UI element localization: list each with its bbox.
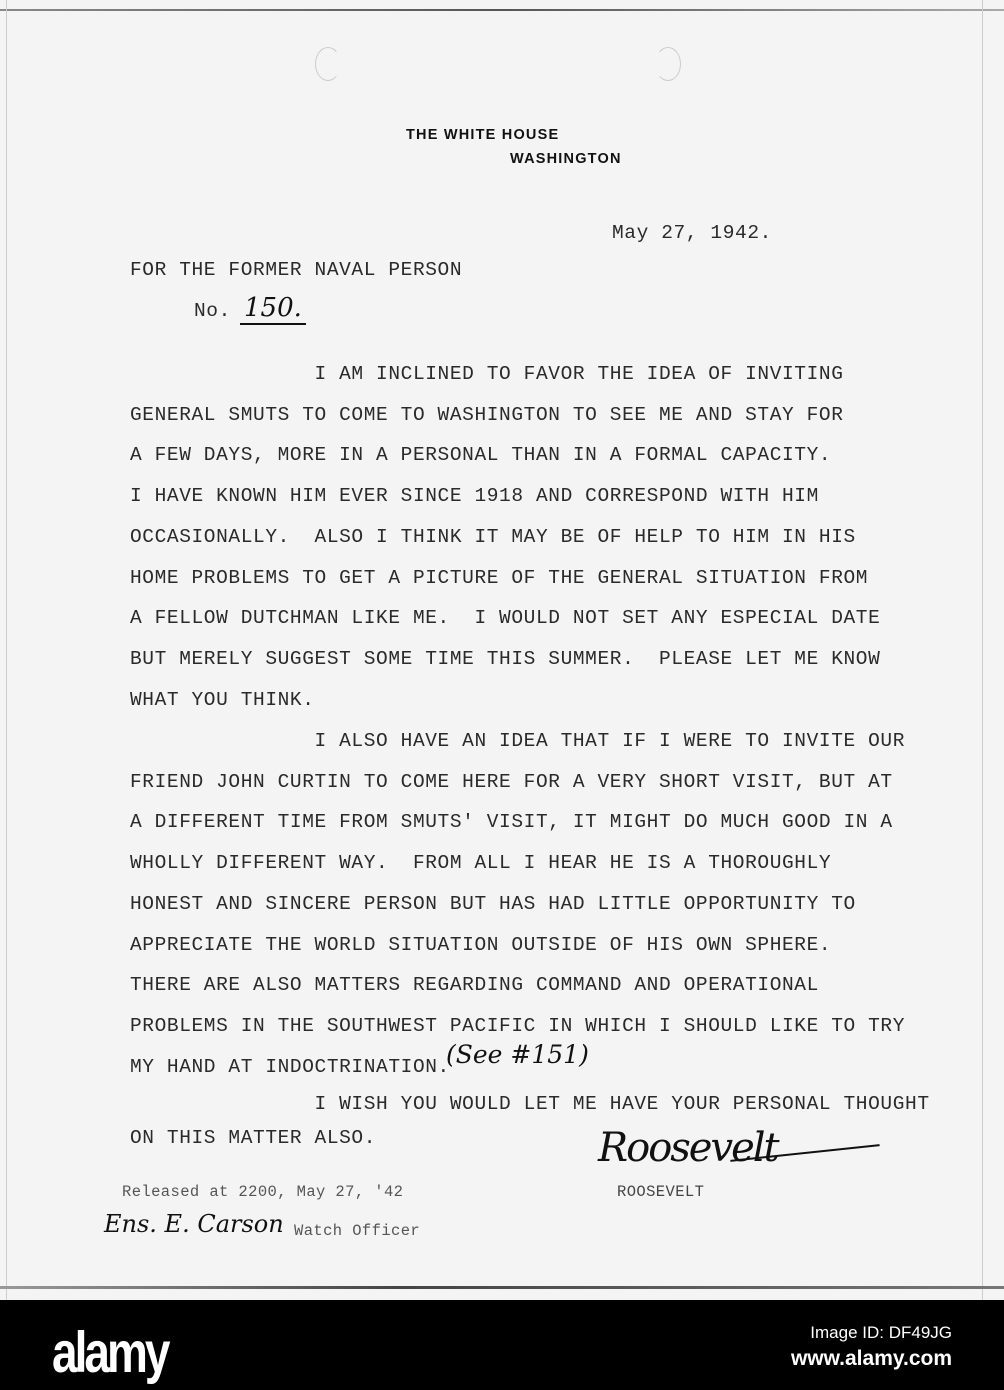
left-edge — [6, 0, 7, 1300]
officer-signature: Ens. E. Carson — [104, 1210, 284, 1238]
right-edge — [982, 0, 983, 1300]
release-note: Released at 2200, May 27, '42 — [122, 1183, 404, 1201]
image-id: Image ID: DF49JG — [810, 1323, 952, 1342]
letter-date: May 27, 1942. — [612, 222, 772, 244]
typed-name: ROOSEVELT — [617, 1183, 705, 1201]
handwritten-note: (See #151) — [446, 1040, 589, 1069]
number-label: No. — [194, 300, 231, 322]
letterhead-line2: WASHINGTON — [510, 151, 622, 167]
body-paragraph-2: I ALSO HAVE AN IDEA THAT IF I WERE TO INVITE OUR FRIEND JOHN CURTIN TO COME HERE FOR A VERY SHORT VISIT, BUT AT A DIFFERENT TIME FROM SMUTS' VISIT, IT MIGHT DO MUCH GOOD IN A WHOLLY DIFFERENT WAY. FROM ALL I HEAR HE IS A THOROUGHLY HONEST AND SINCERE PERSON BUT HAS HAD LITTLE OPPORTUNITY TO APPRECIATE THE WORLD SITUATION OUTSIDE OF HIS OWN SPHERE. THERE ARE ALSO MATTERS REGARDING COMMAND AND OPERATIONAL PROBLEMS IN THE SOUTHWEST PACIFIC IN WHICH I SHOULD LIKE TO TRY MY HAND AT INDOCTRINATION. — [130, 730, 906, 1078]
number-value: 150. — [240, 293, 306, 325]
top-edge-line — [0, 9, 1004, 11]
signature-roosevelt: Roosevelt — [598, 1125, 778, 1171]
punch-hole-left — [315, 47, 341, 81]
alamy-url[interactable]: www.alamy.com — [790, 1347, 952, 1370]
letterhead-line1: THE WHITE HOUSE — [406, 127, 560, 143]
alamy-logo: alamy — [52, 1319, 168, 1385]
punch-hole-right — [655, 47, 681, 81]
addressee: FOR THE FORMER NAVAL PERSON — [130, 259, 463, 281]
officer-title: Watch Officer — [294, 1222, 421, 1240]
bottom-edge-line — [0, 1286, 1004, 1289]
stock-watermark-banner — [0, 1300, 1004, 1390]
body-paragraph-3: I WISH YOU WOULD LET ME HAVE YOUR PERSONAL THOUGHT ON THIS MATTER ALSO. — [130, 1093, 930, 1149]
body-paragraph-1: I AM INCLINED TO FAVOR THE IDEA OF INVITING GENERAL SMUTS TO COME TO WASHINGTON TO SEE ME AND STAY FOR A FEW DAYS, MORE IN A PERSONAL THAN IN A FORMAL CAPACITY. I HAVE KNOWN HIM EVER SINCE 1918 AND CORRESPOND WITH HIM OCCASIONALLY. ALSO I THINK IT MAY BE OF HELP TO HIM IN HIS HOME PROBLEMS TO GET A PICTURE OF THE GENERAL SITUATION FROM A FELLOW DUTCHMAN LIKE ME. I WOULD NOT SET ANY ESPECIAL DATE BUT MERELY SUGGEST SOME TIME THIS SUMMER. PLEASE LET ME KNOW WHAT YOU THINK. — [130, 363, 881, 711]
